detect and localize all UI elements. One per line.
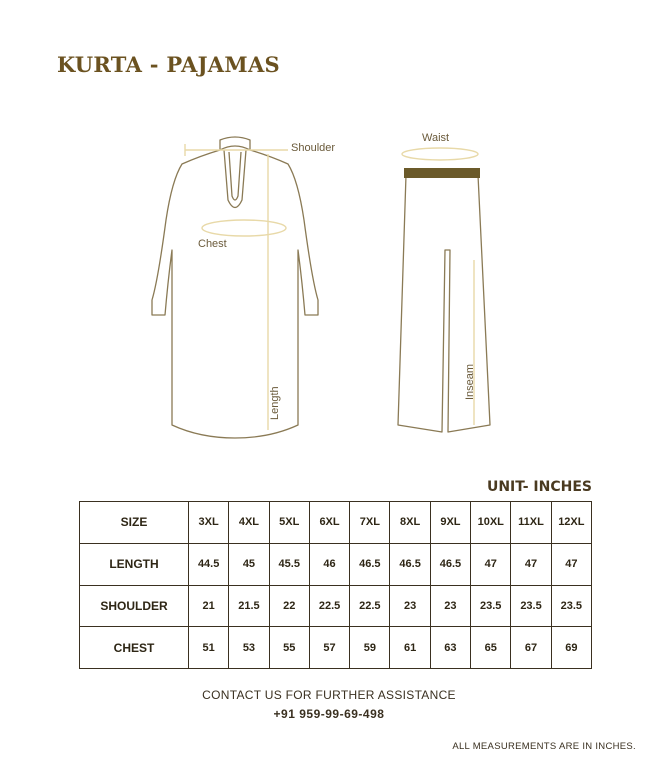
table-cell: 47 xyxy=(511,543,551,585)
table-row xyxy=(80,627,592,669)
table-cell: 7XL xyxy=(350,502,390,544)
table-cell: 23 xyxy=(390,585,430,627)
unit-label: UNIT- INCHES xyxy=(486,479,592,495)
table-cell: 46.5 xyxy=(430,543,470,585)
table-row xyxy=(80,502,592,544)
table-cell: 59 xyxy=(350,627,390,669)
table-cell: 47 xyxy=(471,543,511,585)
table-cell: 9XL xyxy=(430,502,470,544)
table-row xyxy=(80,585,592,627)
table-cell: 11XL xyxy=(511,502,551,544)
kurta-drawing xyxy=(152,137,318,438)
measurement-footnote: ALL MEASUREMENTS ARE IN INCHES. xyxy=(452,741,636,752)
row-label: SHOULDER xyxy=(80,585,189,627)
table-cell: 55 xyxy=(269,627,309,669)
table-cell: 61 xyxy=(390,627,430,669)
waist-label: Waist xyxy=(422,132,450,144)
table-cell: 4XL xyxy=(229,502,269,544)
table-cell: 69 xyxy=(551,627,591,669)
table-cell: 21.5 xyxy=(229,585,269,627)
table-cell: 67 xyxy=(511,627,551,669)
table-cell: 23.5 xyxy=(511,585,551,627)
table-cell: 46.5 xyxy=(350,543,390,585)
table-cell: 44.5 xyxy=(189,543,229,585)
table-cell: 47 xyxy=(551,543,591,585)
measurement-illustration xyxy=(0,120,658,450)
table-cell: 3XL xyxy=(189,502,229,544)
row-label: LENGTH xyxy=(80,543,189,585)
table-cell: 46.5 xyxy=(390,543,430,585)
table-cell: 12XL xyxy=(551,502,591,544)
size-chart-table xyxy=(79,501,592,669)
page-title: KURTA - PAJAMAS xyxy=(57,52,281,77)
table-cell: 23.5 xyxy=(551,585,591,627)
contact-text: CONTACT US FOR FURTHER ASSISTANCE xyxy=(202,688,456,702)
shoulder-label: Shoulder xyxy=(291,142,336,154)
table-cell: 65 xyxy=(471,627,511,669)
table-cell: 63 xyxy=(430,627,470,669)
table-cell: 57 xyxy=(309,627,349,669)
waistband xyxy=(404,168,480,178)
table-cell: 21 xyxy=(189,585,229,627)
phone-number[interactable]: +91 959-99-69-498 xyxy=(273,707,385,721)
table-cell: 46 xyxy=(309,543,349,585)
table-cell: 22.5 xyxy=(350,585,390,627)
table-cell: 45 xyxy=(229,543,269,585)
table-cell: 6XL xyxy=(309,502,349,544)
table-cell: 22 xyxy=(269,585,309,627)
inseam-label: Inseam xyxy=(464,363,476,400)
table-cell: 45.5 xyxy=(269,543,309,585)
table-cell: 23.5 xyxy=(471,585,511,627)
row-label: SIZE xyxy=(80,502,189,544)
pajama-drawing xyxy=(398,175,490,432)
table-cell: 51 xyxy=(189,627,229,669)
length-label: Length xyxy=(269,386,281,420)
table-cell: 8XL xyxy=(390,502,430,544)
table-cell: 22.5 xyxy=(309,585,349,627)
chest-label: Chest xyxy=(198,238,227,250)
table-cell: 23 xyxy=(430,585,470,627)
table-cell: 10XL xyxy=(471,502,511,544)
table-row xyxy=(80,543,592,585)
table-cell: 5XL xyxy=(269,502,309,544)
row-label: CHEST xyxy=(80,627,189,669)
table-cell: 53 xyxy=(229,627,269,669)
